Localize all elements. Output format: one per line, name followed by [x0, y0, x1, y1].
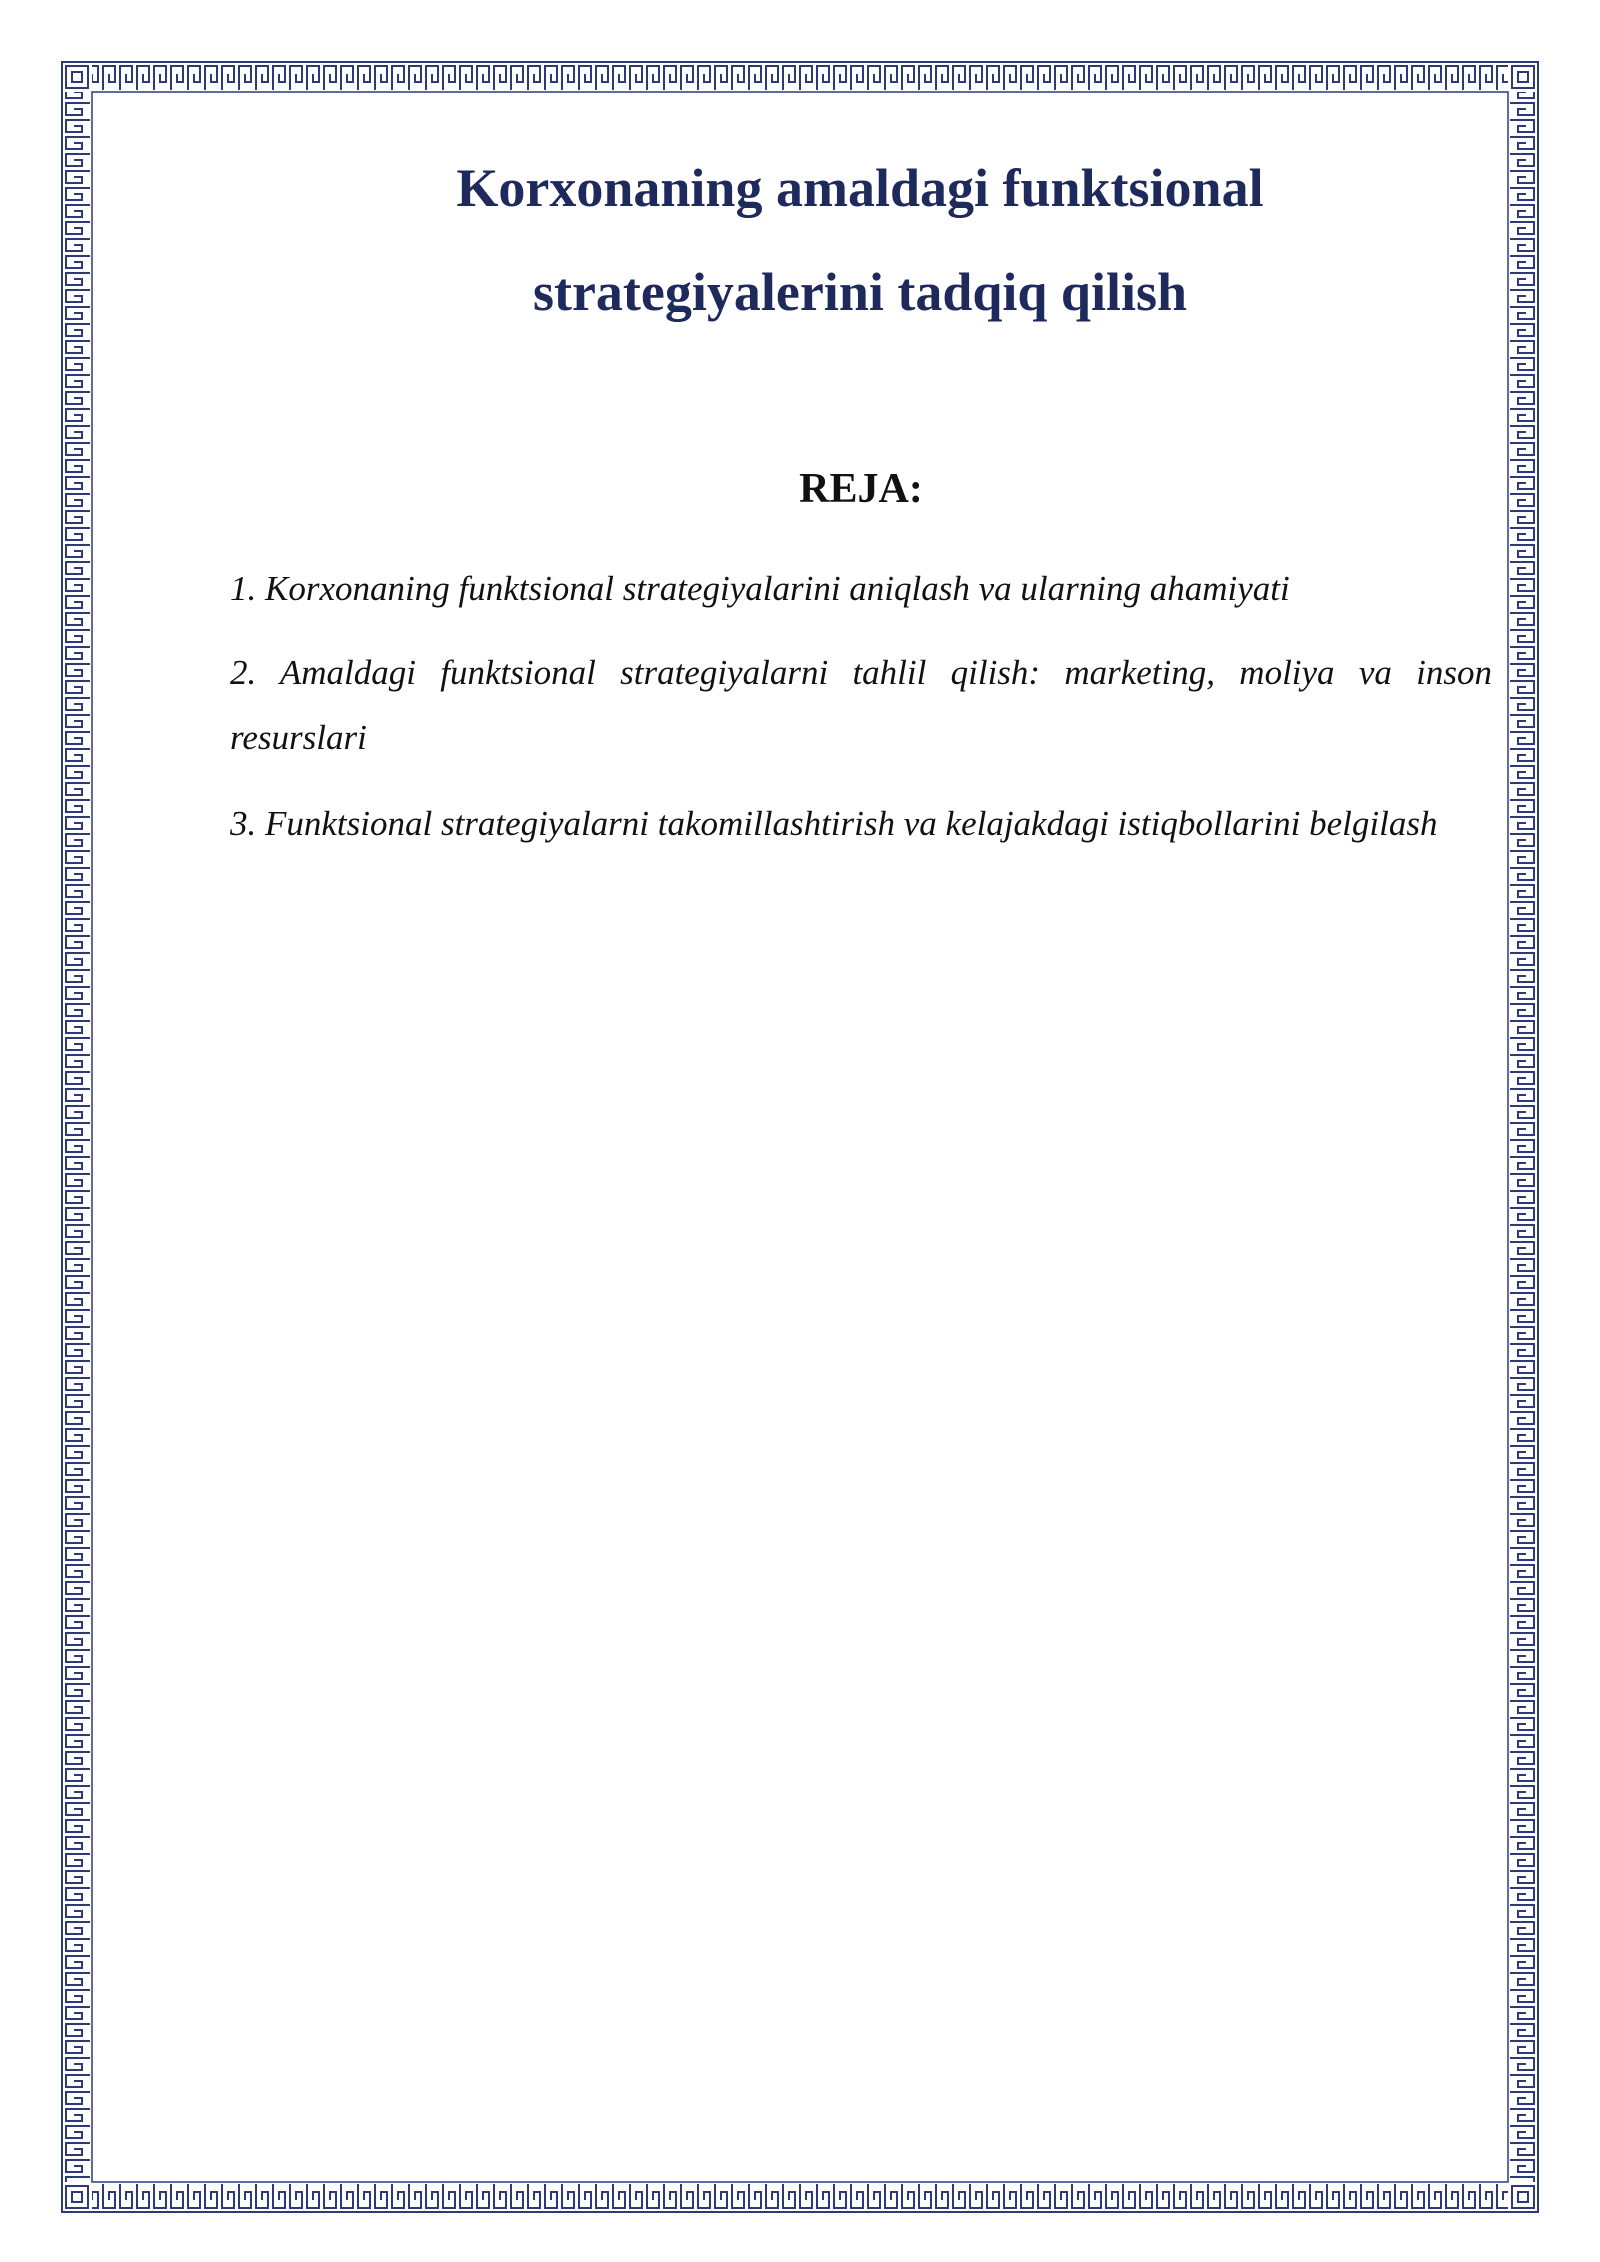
plan-list-item: 1. Korxonaning funktsional strategiyalarini aniqlash va ularning ahamiyati	[230, 569, 1290, 608]
page-title-line-2: strategiyalerini tadqiq qilish	[532, 262, 1188, 322]
page-title-line-1: Korxonaning amaldagi funktsional	[456, 158, 1264, 218]
plan-heading: REJA:	[799, 466, 923, 512]
plan-list-item: 3. Funktsional strategiyalarni takomillashtirish va kelajakdagi istiqbollarini belgilash	[230, 804, 1438, 843]
plan-list-item: 2. Amaldagi funktsional strategiyalarni tahlil qilish: marketing, moliya va inson resurslari	[230, 653, 1492, 757]
